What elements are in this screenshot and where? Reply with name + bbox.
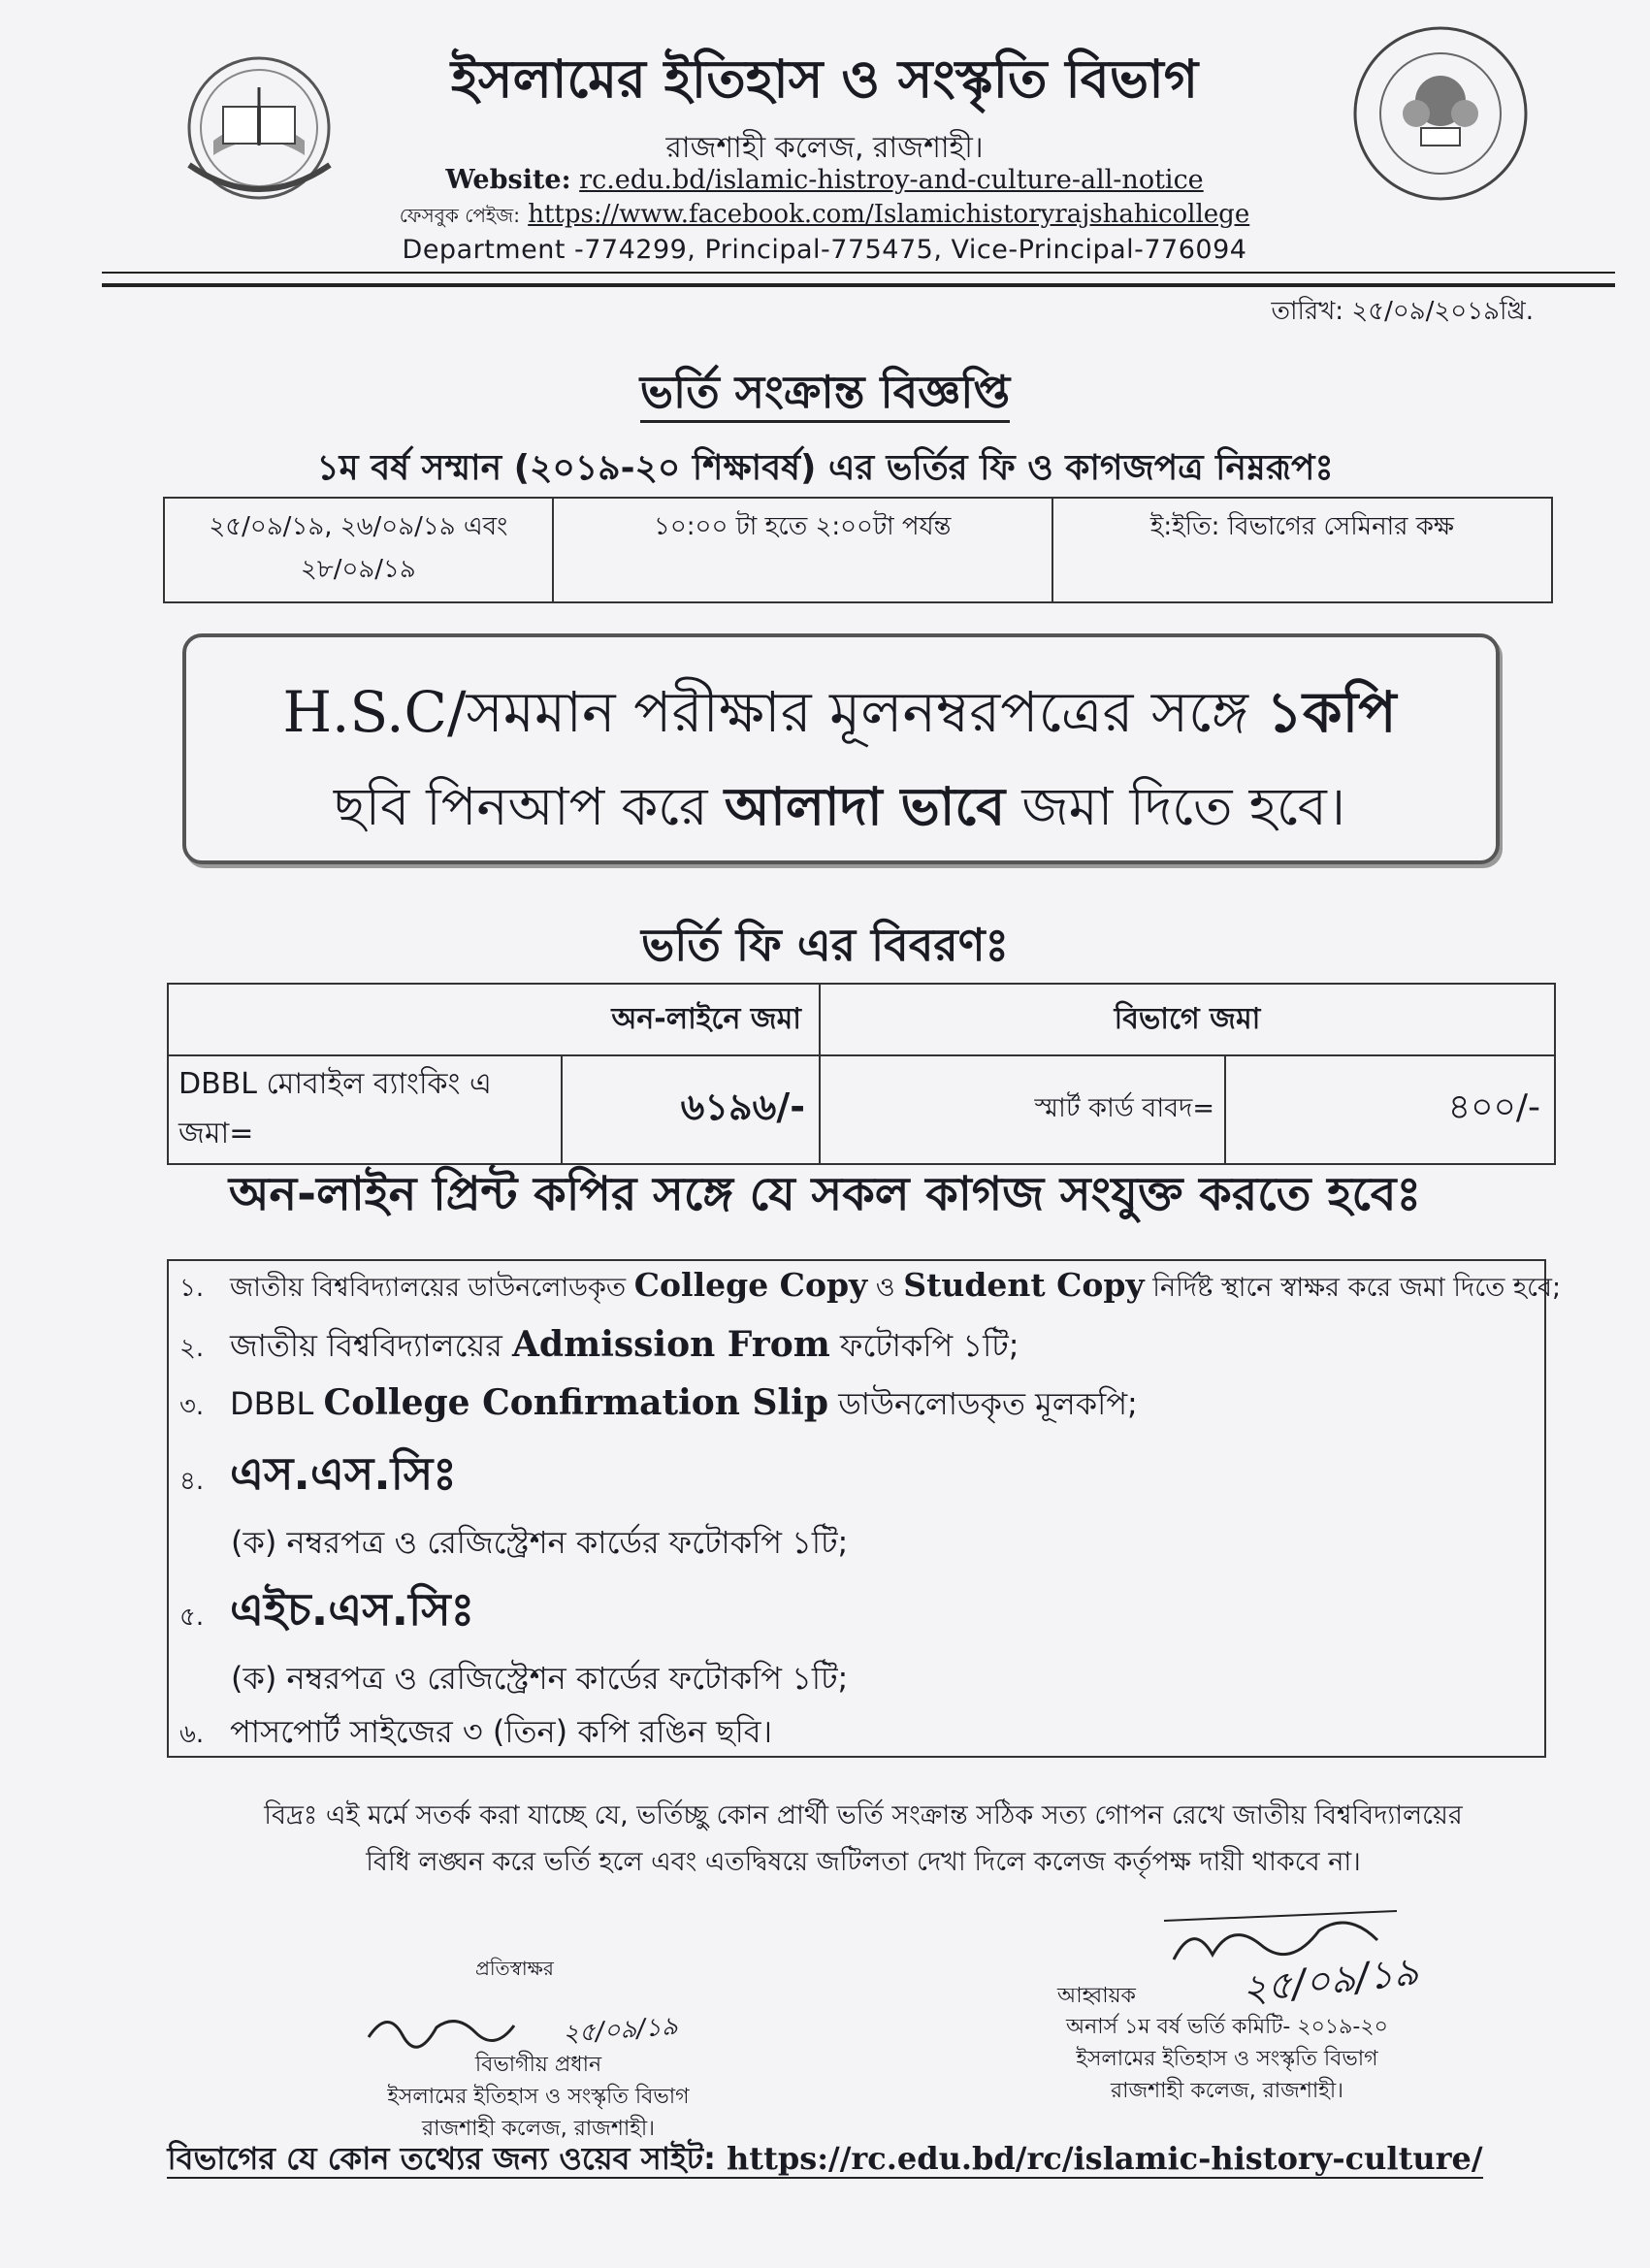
footer-label: বিভাগের যে কোন তথ্যের জন্য ওয়েব সাইট:	[167, 2140, 728, 2177]
facebook-label: ফেসবুক পেইজ:	[399, 204, 520, 227]
item-number: ৪.	[179, 1467, 205, 1496]
list-item	[179, 1266, 1561, 1312]
item-text: জাতীয় বিশ্ববিদ্যালয়ের	[230, 1327, 512, 1364]
contact-numbers: Department -774299, Principal-775475, Vice-Principal-776094	[402, 235, 1247, 265]
list-item	[179, 1321, 1019, 1374]
committee-name: অনার্স ১ম বর্ষ ভর্তি কমিটি- ২০১৯-২০	[1066, 2015, 1388, 2039]
website-link[interactable]: rc.edu.bd/islamic-histroy-and-culture-all-notice	[579, 165, 1204, 195]
countersign-label: প্রতিস্বাক্ষর	[475, 1957, 554, 1980]
item-number: ৬.	[179, 1720, 205, 1749]
warning-line-1: বিদ্রঃ এই মর্মে সতর্ক করা যাচ্ছে যে, ভর্তিচ্ছু কোন প্রার্থী ভর্তি সংক্রান্ত সঠিক সত্য গোপন রেখে জাতীয় বিশ্ববিদ্যালয়ের	[264, 1800, 1463, 1831]
schedule-dates: ২৫/০৯/১৯, ২৬/০৯/১৯ এবং ২৮/০৯/১৯	[164, 498, 553, 602]
head-title: বিভাগীয় প্রধান	[474, 2053, 602, 2077]
item-heading: এস.এস.সিঃ	[230, 1447, 457, 1500]
item-text: DBBL	[230, 1385, 324, 1422]
highlight-line-2	[182, 766, 1497, 854]
head-signature-date: ২৫/০৯/১৯	[562, 2011, 679, 2050]
highlight-copy: ১কপি	[1266, 679, 1397, 745]
list-item	[179, 1707, 772, 1760]
notice-title: ভর্তি সংক্রান্ত বিজ্ঞপ্তি	[0, 359, 1650, 433]
highlight-text: /সমমান পরীক্ষার মূলনম্বরপত্রের সঙ্গে	[446, 679, 1267, 745]
mujib-seal	[1348, 21, 1533, 206]
facebook-line	[369, 200, 1280, 234]
fee-table	[167, 983, 1556, 1165]
item-text: নির্দিষ্ট স্থানে স্বাক্ষর করে জমা দিতে হবে;	[1144, 1273, 1562, 1303]
item-number: ১.	[179, 1274, 205, 1303]
website-line	[369, 165, 1280, 195]
online-label: DBBL মোবাইল ব্যাংকিং এ জমা=	[168, 1055, 562, 1164]
head-college: রাজশাহী কলেজ, রাজশাহী।	[422, 2117, 655, 2141]
dept-amount: ৪০০/-	[1225, 1055, 1555, 1164]
facebook-link[interactable]: https://www.facebook.com/Islamichistoryrajshahicollege	[528, 200, 1250, 229]
list-item	[179, 1379, 1138, 1432]
department-title: ইসলামের ইতিহাস ও সংস্কৃতি বিভাগ	[450, 49, 1199, 110]
convener-college: রাজশাহী কলেজ, রাজশাহী।	[1111, 2079, 1343, 2103]
item-text: জাতীয় বিশ্ববিদ্যালয়ের ডাউনলোডকৃত	[230, 1273, 634, 1303]
online-header: অন-লাইনে জমা	[168, 984, 820, 1055]
highlight-emphasis: আলাদা ভাবে	[724, 776, 1006, 837]
warning-note	[175, 1793, 1552, 1886]
item-number: ৫.	[179, 1603, 205, 1632]
header-divider-thick	[102, 283, 1615, 287]
notice-date: তারিখ: ২৫/০৯/২০১৯খ্রি.	[1271, 297, 1534, 326]
website-label: Website:	[445, 165, 571, 195]
schedule-place: ই:ইতি: বিভাগের সেমিনার কক্ষ	[1052, 498, 1552, 602]
list-subitem: (ক) নম্বরপত্র ও রেজিস্ট্রেশন কার্ডের ফটোকপি ১টি;	[231, 1524, 849, 1561]
item-emphasis: College Confirmation Slip	[323, 1382, 829, 1423]
convener-department: ইসলামের ইতিহাস ও সংস্কৃতি বিভাগ	[1076, 2047, 1378, 2071]
dept-label: স্মার্ট কার্ড বাবদ=	[820, 1055, 1225, 1164]
department-header: বিভাগে জমা	[820, 984, 1555, 1055]
highlight-text: ছবি পিনআপ করে	[333, 776, 725, 837]
convener-signature-block	[1009, 2011, 1445, 2107]
head-department: ইসলামের ইতিহাস ও সংস্কৃতি বিভাগ	[387, 2085, 690, 2109]
item-emphasis: College Copy	[633, 1266, 868, 1304]
item-text: পাসপোর্ট সাইজের ৩ (তিন) কপি রঙিন ছবি।	[230, 1713, 773, 1750]
item-text: ডাউনলোডকৃত মূলকপি;	[828, 1385, 1138, 1422]
convener-label: আহ্বায়ক	[1057, 1984, 1136, 2008]
notice-subtitle: ১ম বর্ষ সম্মান (২০১৯-২০ শিক্ষাবর্ষ) এর ভর্তির ফি ও কাগজপত্র নিম্নরূপঃ	[316, 448, 1334, 488]
documents-title: অন-লাইন প্রিন্ট কপির সঙ্গে যে সকল কাগজ সংযুক্ত করতে হবেঃ	[228, 1167, 1422, 1221]
list-item	[179, 1576, 474, 1650]
highlight-text: জমা দিতে হবে।	[1005, 776, 1346, 837]
schedule-table	[163, 497, 1553, 603]
item-heading: এইচ.এস.সিঃ	[230, 1583, 475, 1636]
highlight-line-1	[182, 669, 1497, 763]
header-divider	[102, 272, 1615, 274]
college-name: রাজশাহী কলেজ, রাজশাহী।	[665, 131, 984, 165]
college-logo	[175, 49, 344, 213]
fee-title: ভর্তি ফি এর বিবরণঃ	[640, 919, 1010, 971]
footer-link[interactable]: https://rc.edu.bd/rc/islamic-history-culture/	[727, 2140, 1483, 2177]
schedule-time: ১০:০০ টা হতে ২:০০টা পর্যন্ত	[553, 498, 1052, 602]
online-amount: ৬১৯৬/-	[562, 1055, 820, 1164]
list-item	[179, 1441, 457, 1514]
head-signature-block	[359, 2049, 718, 2145]
item-number: ২.	[179, 1334, 205, 1363]
convener-signature-date: ২৫/০৯/১৯	[1239, 1949, 1421, 2013]
item-text: ও	[867, 1273, 904, 1303]
list-subitem: (ক) নম্বরপত্র ও রেজিস্ট্রেশন কার্ডের ফটোকপি ১টি;	[231, 1660, 849, 1697]
footer-website	[0, 2134, 1650, 2187]
warning-line-2: বিধি লঙ্ঘন করে ভর্তি হলে এবং এতদ্বিষয়ে জটিলতা দেখা দিলে কলেজ কর্তৃপক্ষ দায়ী থাকবে না।	[366, 1847, 1361, 1877]
hsc-text: H.S.C	[282, 679, 447, 745]
item-text: ফটোকপি ১টি;	[829, 1327, 1019, 1364]
item-emphasis: Admission From	[512, 1324, 830, 1365]
item-number: ৩.	[179, 1392, 205, 1421]
item-emphasis: Student Copy	[903, 1266, 1145, 1304]
